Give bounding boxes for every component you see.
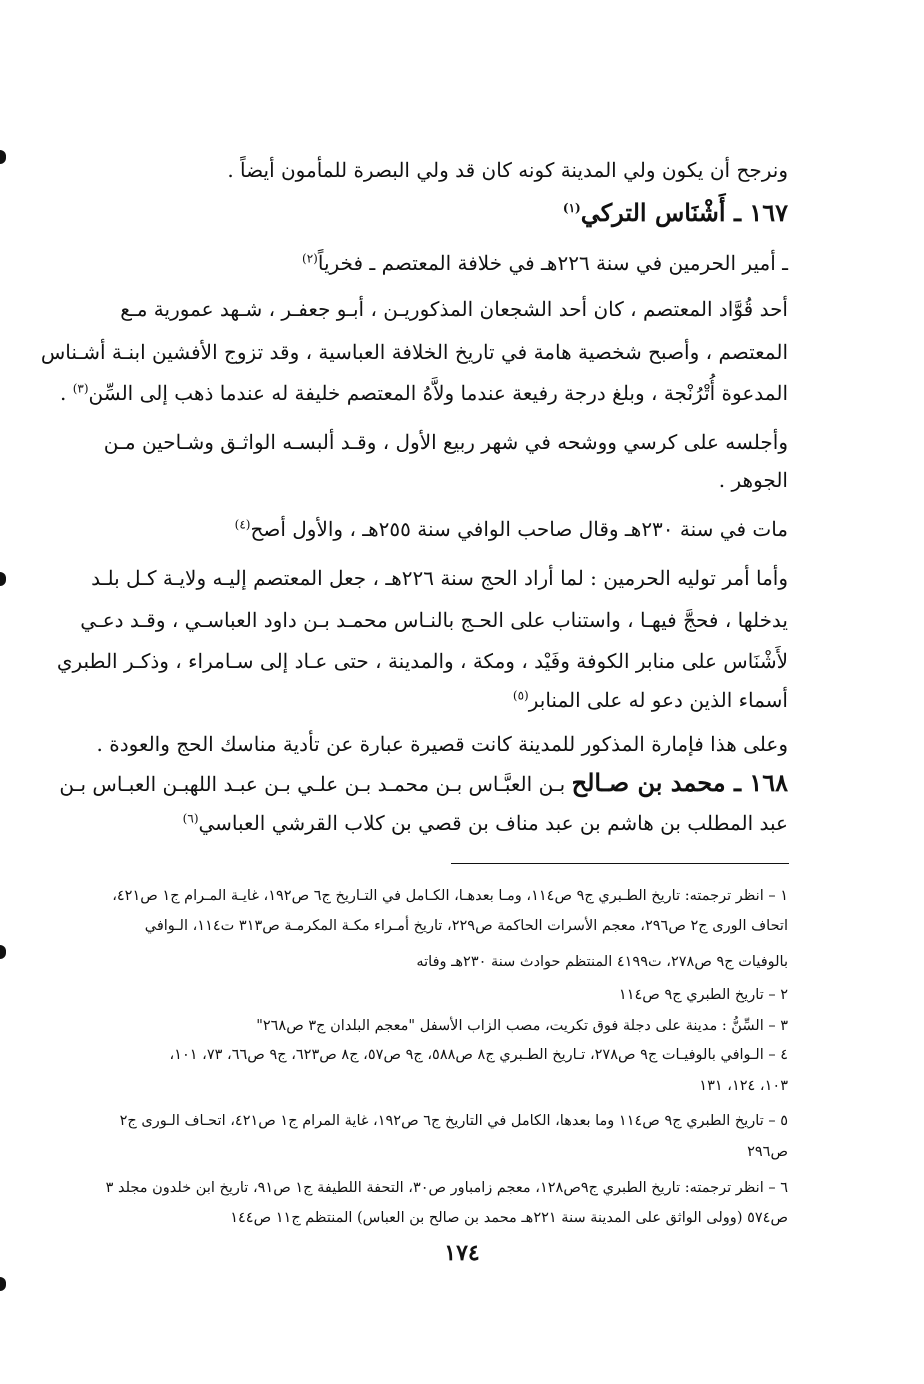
- paragraph-line: عبد المطلب بن هاشم بن عبد مناف بن قصي بن كلاب القرشي العباسي$^{(٦)}$: [182, 811, 788, 835]
- footnote-ref: (٣): [72, 381, 89, 396]
- footnote-ref: (٥): [512, 688, 529, 703]
- footnote-line: ١ – انظر ترجمته: تاريخ الطـبري ج٩ ص١١٤، ومـا بعدهـا، الكـامل في التـاريخ ج٦ ص١٩٢، غايـة المـرام ج١ ص٤٢١،: [112, 888, 788, 904]
- paragraph-line: يدخلها ، فحجَّ فيهـا ، واستناب على الحـج بالنـاس محمـد بـن داود العباسـي ، وقـد دعـي: [80, 608, 788, 632]
- paragraph-line: المدعوة أُتْرُنْجة ، وبلغ درجة رفيعة عندما ولاَّهُ المعتصم خليفة له عندما ذهب إلى السِّن$^{(٣)}$ .: [59, 381, 788, 405]
- footnote-line: ص٥٧٤ (وولى الواثق على المدينة سنة ٢٢١هـ محمد بن صالح بن العباس) المنتظم ج١١ ص١٤٤: [230, 1210, 788, 1226]
- footnote-line: ٤ – الـوافي بالوفيـات ج٩ ص٢٧٨، تـاريخ الطـبري ج٨ ص٥٨٨، ج٩ ص٥٧، ج٨ ص٦٢٣، ج٩ ص٦٦، ٧٣، ١٠١،: [169, 1047, 788, 1063]
- scan-edge-mark: [0, 945, 6, 959]
- entry-heading-name: ١٦٨ ـ محمد بن صـالح: [571, 768, 788, 797]
- entry-subtitle: ـ أمير الحرمين في سنة ٢٢٦هـ في خلافة المعتصم ـ فخرياً$^{(٢)}$: [302, 251, 788, 275]
- scan-edge-mark: [0, 1277, 6, 1291]
- footnote-line: اتحاف الورى ج٢ ص٢٩٦، معجم الأسرات الحاكمة ص٢٢٩، تاريخ أمـراء مكـة المكرمـة ص٣١٣ ت١١٤، الـوافي: [144, 918, 788, 934]
- paragraph-line: المعتصم ، وأصبح شخصية هامة في تاريخ الخلافة العباسية ، وقد تزوج الأفشين ابنـة أشـناس: [40, 340, 788, 364]
- footnote-line: بالوفيات ج٩ ص٢٧٨، ت٤١٩٩ المنتظم حوادث سنة ٢٣٠هـ وفاته: [416, 954, 788, 970]
- footnote-line: ٥ – تاريخ الطبري ج٩ ص١١٤ وما بعدها، الكامل في التاريخ ج٦ ص١٩٢، غاية المرام ج١ ص٤٢١، اتحـاف الـورى ج٢: [119, 1113, 788, 1129]
- footnote-ref: (١): [562, 201, 581, 215]
- scan-edge-mark: [0, 572, 6, 586]
- paragraph-line: أسماء الذين دعو له على المنابر$^{(٥)}$: [512, 688, 788, 712]
- footnote-line: ١٠٣، ١٢٤، ١٣١: [699, 1078, 788, 1094]
- footnote-ref: (٢): [302, 251, 318, 266]
- entry-heading-167: ١٦٧ ـ أَشْنَاس التركي$^{(١)}$: [562, 198, 788, 227]
- paragraph-line: مات في سنة ٢٣٠هـ وقال صاحب الوافي سنة ٢٥٥هـ ، والأول أصح$^{(٤)}$: [234, 517, 788, 541]
- paragraph-line: ونرجح أن يكون ولي المدينة كونه كان قد ولي البصرة للمأمون أيضاً .: [227, 158, 788, 182]
- footnote-line: ص٢٩٦: [747, 1144, 788, 1160]
- paragraph-line: لأَشْنَاس على منابر الكوفة وفَيْد ، ومكة ، والمدينة ، حتى عـاد إلى سـامراء ، وذكـر الطبري: [56, 649, 788, 673]
- paragraph-line: الجوهر .: [718, 468, 788, 492]
- footnote-separator: [451, 863, 789, 864]
- footnote-line: ٦ – انظر ترجمته: تاريخ الطبري ج٩ص١٢٨، معجم زامباور ص٣٠، التحفة اللطيفة ج١ ص٩١، تاريخ ابن خلدون مجلد ٣: [105, 1180, 788, 1196]
- footnote-line: ٣ – السِّنُّ : مدينة على دجلة فوق تكريت، مصب الزاب الأسفل "معجم البلدان ج٣ ص٢٦٨": [256, 1018, 788, 1034]
- page-number: ١٧٤: [444, 1240, 480, 1266]
- footnote-ref: (٦): [182, 811, 199, 826]
- paragraph-line: وأجلسه على كرسي ووشحه في شهر ربيع الأول ، وقـد ألبسـه الواثـق وشـاحين مـن: [103, 430, 788, 454]
- paragraph-line: أحد قُوَّاد المعتصم ، كان أحد الشجعان المذكوريـن ، أبـو جعفـر ، شـهد عمورية مـع: [120, 297, 788, 321]
- entry-heading-168: ١٦٨ ـ محمد بن صـالح بـن العبَّـاس بـن محمـد بـن علـي بـن عبـد اللهبـن العبـاس بـن: [59, 768, 788, 797]
- footnote-line: ٢ – تاريخ الطبري ج٩ ص١١٤: [618, 987, 788, 1003]
- paragraph-line: وأما أمر توليه الحرمين : لما أراد الحج سنة ٢٢٦هـ ، جعل المعتصم إليـه ولايـة كـل بلـد: [91, 566, 788, 590]
- scan-edge-mark: [0, 150, 6, 164]
- paragraph-line: وعلى هذا فإمارة المذكور للمدينة كانت قصيرة عبارة عن تأدية مناسك الحج والعودة .: [96, 732, 788, 756]
- footnote-ref: (٤): [234, 517, 251, 532]
